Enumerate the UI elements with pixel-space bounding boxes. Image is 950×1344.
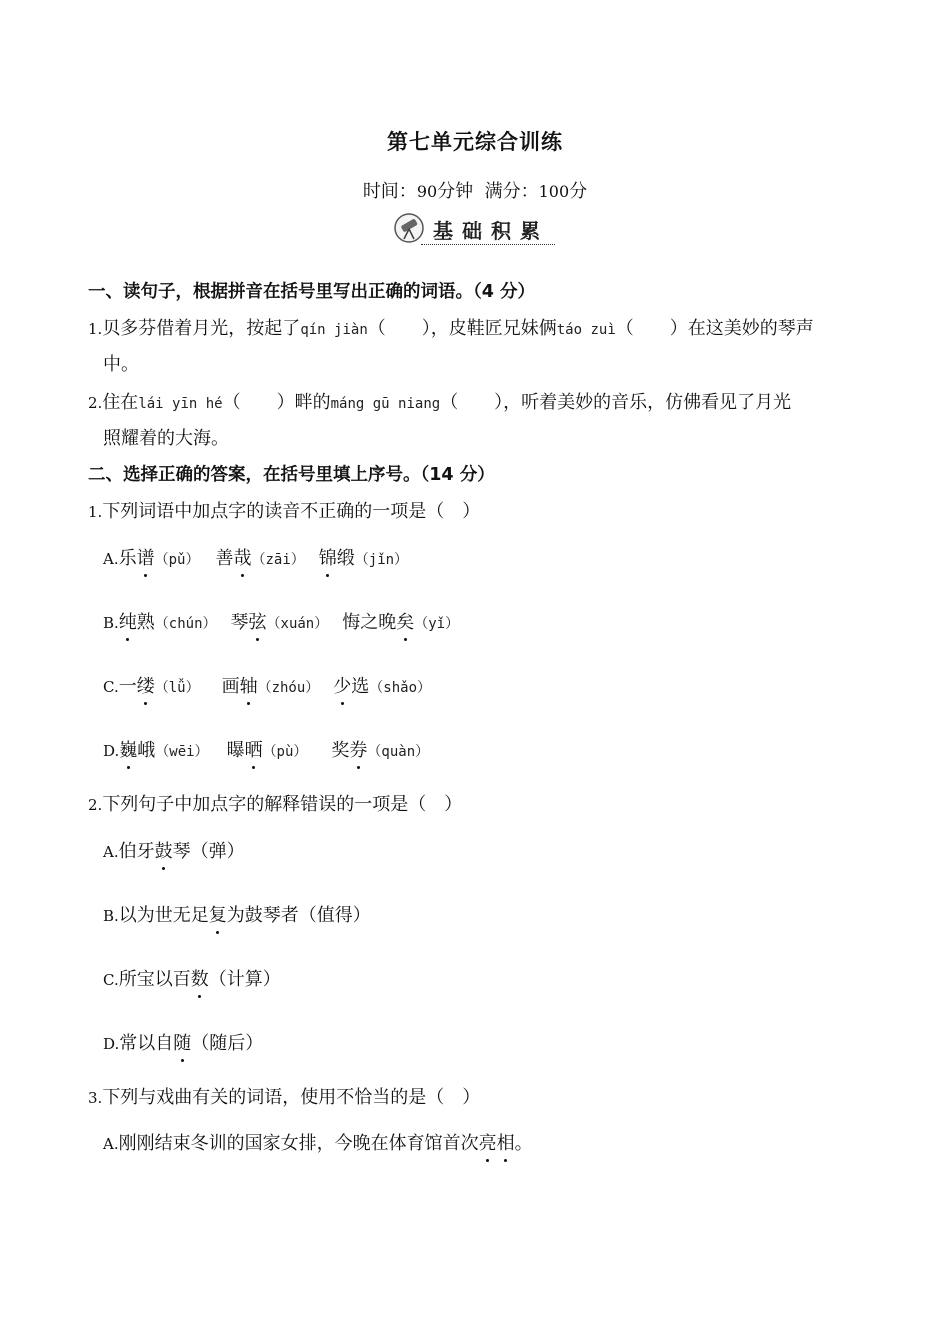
s2-q2-stem [88,790,462,816]
time-unit: 分钟 [437,181,474,202]
question-text: 下列句子中加点字的解释错误的一项是（ ） [102,794,463,815]
s2-q1-option-a: A.乐谱（pǔ） 善哉（zāi） 锦缎（jǐn） [103,544,408,570]
s2-q1-stem [88,497,480,523]
answer-blank: （ ）在这美妙的琴声 [615,318,814,339]
banner-underline [421,244,555,245]
s2-q2-option-d: D.常以自随（随后） [103,1029,263,1055]
s2-q3-stem [88,1083,480,1109]
question-number: 3. [88,1089,103,1107]
s2-q2-option-b: B.以为世无足复为鼓琴者（值得） [103,901,371,927]
question-text: 贝多芬借着月光，按起了 [102,318,301,339]
question-number: 1. [88,503,103,521]
question-number: 1. [88,320,103,338]
s1-q2-line1 [88,388,791,414]
section1-heading: 一、读句子，根据拼音在括号里写出正确的词语。（4 分） [88,282,536,302]
banner-label: 基础积累 [433,219,549,243]
s2-q1-option-b: B.纯熟（chún） 琴弦（xuán） 悔之晚矣（yǐ） [103,608,459,634]
s2-q1-option-c: C.一缕（lǚ） 画轴（zhóu） 少选（shǎo） [103,672,431,698]
s2-q3-option-a: A.刚刚结束冬训的国家女排，今晚在体育馆首次亮相。 [103,1129,533,1155]
exam-info [0,177,950,203]
s1-q1-line1 [88,314,814,340]
s2-q2-option-c: C.所宝以百数（计算） [103,965,281,991]
s1-q2-line2: 照耀着的大海。 [103,428,229,449]
time-value: 90 [416,182,438,201]
pinyin: táo zuì [556,322,616,338]
score-value: 100 [538,182,570,201]
score-label: 满分： [484,181,539,202]
pinyin: lái yīn hé [138,396,223,412]
s2-q1-option-d: D.巍峨（wēi） 曝晒（pù） 奖券（quàn） [103,736,429,762]
question-text: 下列词语中加点字的读音不正确的一项是（ ） [102,501,481,522]
question-text: 下列与戏曲有关的词语，使用不恰当的是（ ） [102,1087,481,1108]
question-number: 2. [88,796,103,814]
telescope-icon [393,212,425,244]
question-text: 住在 [102,392,139,413]
answer-blank: （ ）畔的 [222,392,331,413]
pinyin: máng gū niang [330,396,441,412]
score-unit: 分 [569,181,588,202]
pinyin: qín jiàn [300,322,368,338]
section2-heading: 二、选择正确的答案，在括号里填上序号。（14 分） [88,465,495,485]
s2-q2-option-a: A.伯牙鼓琴（弹） [103,837,245,863]
s1-q1-line2: 中。 [103,354,139,375]
time-label: 时间： [362,181,417,202]
page-title: 第七单元综合训练 [387,130,563,154]
answer-blank: （ ），皮鞋匠兄妹俩 [367,318,557,339]
question-number: 2. [88,394,103,412]
section-banner [393,211,563,249]
answer-blank: （ ），听着美妙的音乐，仿佛看见了月光 [440,392,792,413]
